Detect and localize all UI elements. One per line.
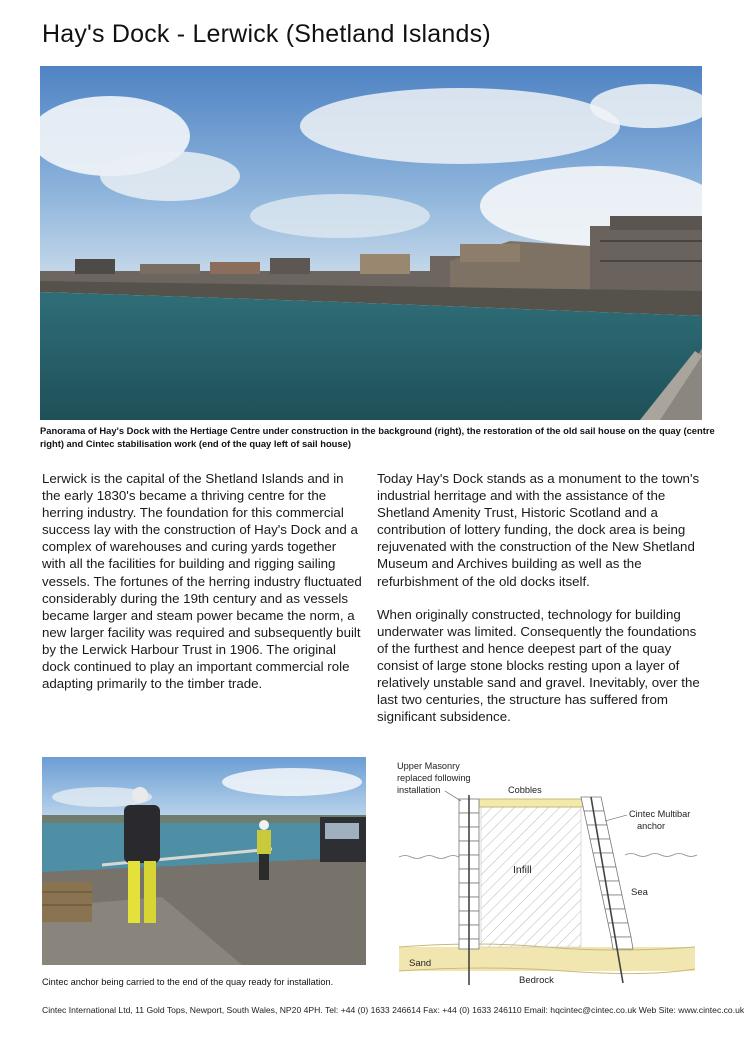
infill-area	[481, 807, 581, 947]
cobbles-layer	[479, 799, 583, 807]
label-anchor: anchor	[637, 821, 666, 831]
anchor-photo	[42, 757, 366, 965]
right-masonry-wall	[581, 797, 633, 949]
anchor-photo-caption: Cintec anchor being carried to the end of the quay ready for installation.	[42, 977, 334, 987]
body-paragraph: Today Hay's Dock stands as a monument to the town's industrial herritage and with the assistance of the Shetland Amenity Trust, Historic Scotland and a contribution of lottery funding, the dock area is being rejuvenated with the construction of the New Shetland Museum and Archives building as well as the refurbishment of the old docks itself.	[377, 471, 700, 589]
quay-cross-section-diagram	[395, 757, 715, 989]
label-anchor: Cintec Multibar	[629, 809, 691, 819]
label-infill: Infill	[513, 864, 532, 876]
label-sand: Sand	[409, 958, 432, 969]
label-bedrock: Bedrock	[519, 975, 554, 986]
footer-contact: Cintec International Ltd, 11 Gold Tops, Newport, South Wales, NP20 4PH. Tel: +44 (0) 1633 246614 Fax: +44 (0) 1633 246110 Email: hqcintec@cintec.co.uk Web Site: www.cintec.co.uk	[42, 1005, 745, 1015]
label-upper-masonry: installation	[397, 785, 441, 795]
body-paragraph: When originally constructed, technology for building underwater was limited. Consequently the foundations of the furthest and hence deepest part of the quay consist of large stone blocks resting upon a layer of relatively unstable sand and gravel. Inevitably, over the last two centuries, the structure has suffered from significant subsidence.	[377, 606, 700, 725]
body-column-right	[377, 470, 707, 741]
label-upper-masonry: Upper Masonry	[397, 761, 460, 771]
panorama-photo	[40, 66, 702, 420]
label-upper-masonry: replaced following	[397, 773, 471, 783]
page-title: Hay's Dock - Lerwick (Shetland Islands)	[42, 20, 491, 48]
body-column-left	[42, 470, 362, 708]
sand-layer	[399, 947, 695, 971]
label-cobbles: Cobbles	[508, 785, 542, 795]
panorama-caption: Panorama of Hay's Dock with the Hertiage Centre under construction in the background (right), the restoration of the old sail house on the quay (centre right) and Cintec stabilisation work (end of the quay left of sail house)	[40, 425, 715, 449]
label-sea: Sea	[631, 887, 648, 898]
body-paragraph: Lerwick is the capital of the Shetland Islands and in the early 1830's became a thriving centre for the herring industry. The foundation for this commercial success lay with the construction of Hay's Dock and a complex of warehouses and curing yards together with all the facilities for building and rigging sailing vessels. The fortunes of the herring industry fluctuated considerably during the 19th century and as vessels became larger and steam power became the norm, a new larger facility was required and subsequently built by the Lerwick Harbour Trust in 1906. The original dock continued to play an important commercial role adapting primarily to the timber trade.	[42, 471, 362, 692]
